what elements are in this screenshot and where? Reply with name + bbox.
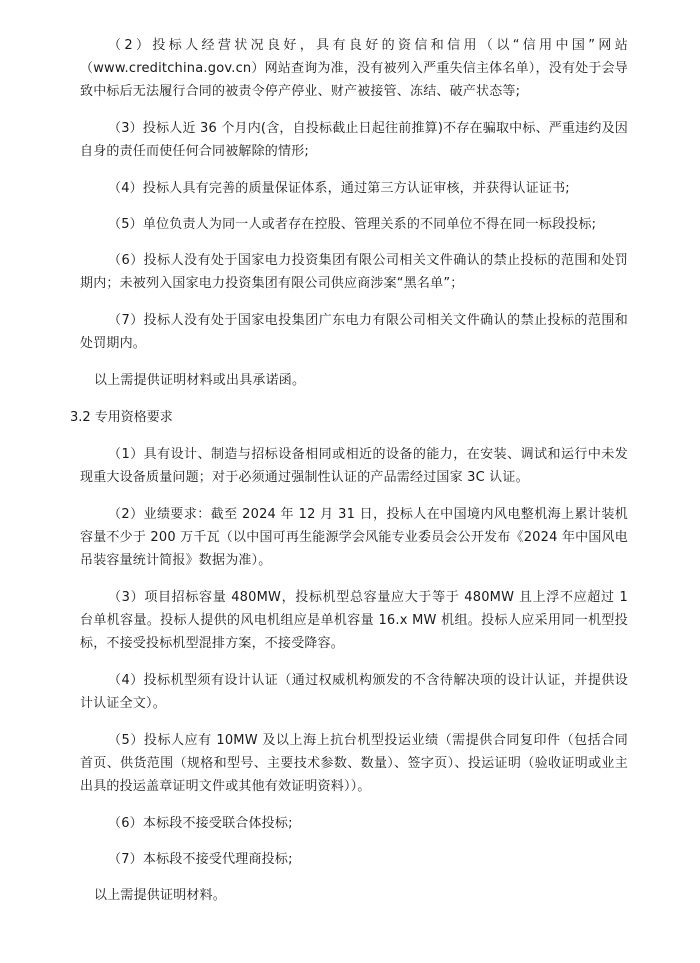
document-page — [70, 34, 628, 921]
special-requirement-item-3: （3）项目招标容量 480MW，投标机型总容量应大于等于 480MW 且上浮不应超过 1 台单机容量。投标人提供的风电机组应是单机容量 16.x MW 机组。投标人应采用同一机型投标，不接受投标机型混排方案，不接受降容。 — [80, 590, 628, 651]
special-requirement-item-1: （1）具有设计、制造与招标设备相同或相近的设备的能力，在安装、调试和运行中未发现重大设备质量问题；对于必须通过强制性认证的产品需经过国家 3C 认证。 — [80, 447, 628, 485]
requirement-item-5: （5）单位负责人为同一人或者存在控股、管理关系的不同单位不得在同一标段投标; — [108, 217, 597, 232]
requirement-item-7: （7）投标人没有处于国家电投集团广东电力有限公司相关文件确认的禁止投标的范围和处罚期内。 — [80, 313, 628, 351]
special-requirement-item-5: （5）投标人应有 10MW 及以上海上抗台机型投运业绩（需提供合同复印件（包括合同首页、供货范围（规格和型号、主要技术参数、数量）、签字页）、投运证明（验收证明或业主出具的投运盖章证明文件或其他有效证明资料））。 — [80, 733, 628, 794]
special-requirement-item-4: （4）投标机型须有设计认证（通过权威机构颁发的不含待解决项的设计认证，并提供设计认证全文）。 — [80, 673, 628, 711]
requirement-item-3: （3）投标人近 36 个月内(含，自投标截止日起往前推算)不存在骗取中标、严重违约及因自身的责任而使任何合同被解除的情形; — [80, 121, 628, 159]
section-heading: 3.2 专用资格要求 — [70, 410, 173, 425]
requirement-item-6: （6）投标人没有处于国家电力投资集团有限公司相关文件确认的禁止投标的范围和处罚期内；未被列入国家电力投资集团有限公司供应商涉案“黑名单”； — [80, 253, 628, 291]
special-section-closing-note: 以上需提供证明材料。 — [94, 888, 227, 903]
requirement-item-2: （2）投标人经营状况良好，具有良好的资信和信用（以“信用中国”网站（www.creditchina.gov.cn）网站查询为准，没有被列入严重失信主体名单），没有处于会导致中标后无法履行合同的被责令停产停业、财产被接管、冻结、破产状态等; — [80, 38, 628, 99]
special-requirement-item-6: （6）本标段不接受联合体投标; — [108, 816, 293, 831]
section-closing-note: 以上需提供证明材料或出具承诺函。 — [94, 373, 306, 388]
special-requirement-item-7: （7）本标段不接受代理商投标; — [108, 852, 293, 867]
requirement-item-4: （4）投标人具有完善的质量保证体系，通过第三方认证审核，并获得认证证书; — [108, 181, 570, 196]
special-requirement-item-2: （2）业绩要求：截至 2024 年 12 月 31 日，投标人在中国境内风电整机海上累计装机容量不少于 200 万千瓦（以中国可再生能源学会风能专业委员会公开发布《2024 年中国风电吊装容量统计简报》数据为准）。 — [80, 507, 628, 568]
